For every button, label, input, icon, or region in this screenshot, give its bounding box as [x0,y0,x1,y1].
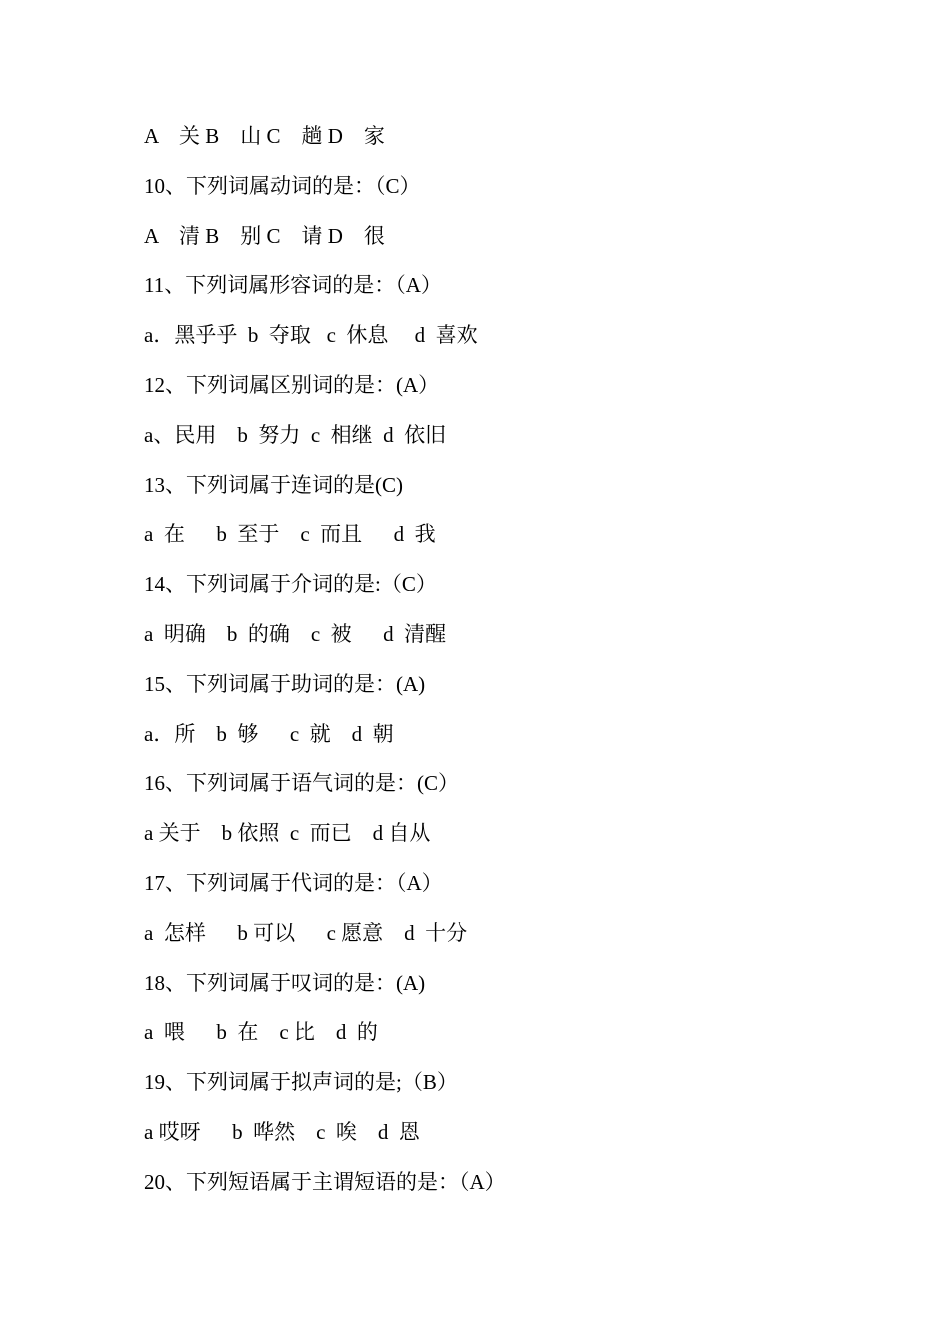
option-line-q16: a 关于 b 依照 c 而已 d 自从 [144,821,431,846]
option-line-q15: a．所 b 够 c 就 d 朝 [144,721,394,746]
question-19: 19、下列词属于拟声词的是;（B） [144,1070,458,1095]
question-15: 15、下列词属于助词的是：(A) [144,671,426,696]
question-14: 14、下列词属于介词的是:（C） [144,572,437,597]
question-12: 12、下列词属区别词的是：(A） [144,372,440,397]
question-20: 20、下列短语属于主谓短语的是：（A） [144,1169,506,1194]
option-line-q14: a 明确 b 的确 c 被 d 清醒 [144,621,447,646]
option-line-q17: a 怎样 b 可以 c 愿意 d 十分 [144,920,468,945]
option-line-q19: a 哎呀 b 哗然 c 唉 d 恩 [144,1119,420,1144]
option-line-q18: a 喂 b 在 c 比 d 的 [144,1020,378,1045]
question-16: 16、下列词属于语气词的是：(C） [144,771,459,796]
option-line-q12: a、民用 b 努力 c 相继 d 依旧 [144,422,447,447]
question-10: 10、下列词属动词的是：（C） [144,173,421,198]
option-line-q13: a 在 b 至于 c 而且 d 我 [144,522,436,547]
option-line-q10: A 清 B 别 C 请 D 很 [144,223,385,248]
document-body [144,119,904,1215]
option-line-q9: A 关 B 山 C 趟 D 家 [144,124,385,148]
question-11: 11、下列词属形容词的是：（A） [144,273,442,298]
question-18: 18、下列词属于叹词的是：(A) [144,970,426,995]
option-line-q11: a．黑乎乎 b 夺取 c 休息 d 喜欢 [144,323,478,348]
question-13: 13、下列词属于连词的是(C) [144,472,403,497]
question-17: 17、下列词属于代词的是：（A） [144,870,443,895]
